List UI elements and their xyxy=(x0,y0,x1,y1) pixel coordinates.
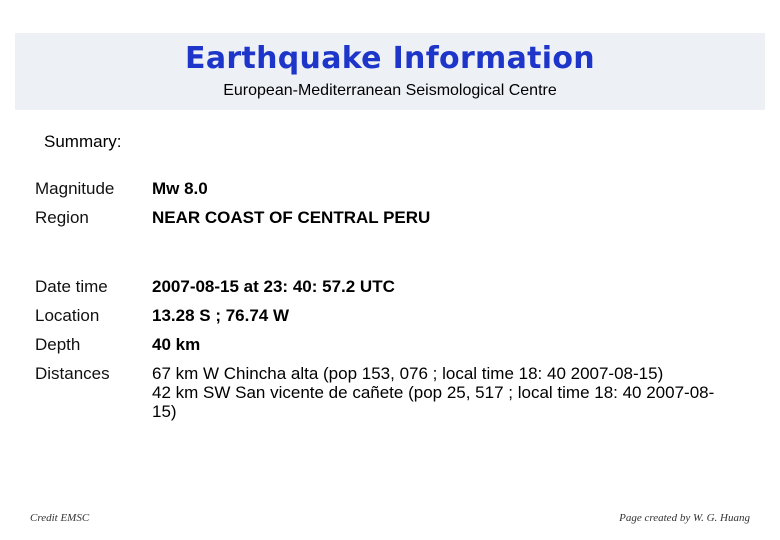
distances-value xyxy=(152,364,714,421)
location-value: 13.28 S ; 76.74 W xyxy=(152,306,290,325)
region-value: NEAR COAST OF CENTRAL PERU xyxy=(152,208,431,227)
page-subtitle: European-Mediterranean Seismological Centre xyxy=(223,82,557,99)
distance-line: 67 km W Chincha alta (pop 153, 076 ; local time 18: 40 2007-08-15) xyxy=(152,364,664,383)
depth-label: Depth xyxy=(35,335,81,354)
summary-heading: Summary: xyxy=(44,132,122,151)
magnitude-value: Mw 8.0 xyxy=(152,179,208,198)
author-credit-text: Page created by W. G. Huang xyxy=(619,512,750,524)
distance-line: 42 km SW San vicente de cañete (pop 25, 517 ; local time 18: 40 2007-08- xyxy=(152,383,715,402)
magnitude-label: Magnitude xyxy=(35,179,115,198)
location-label: Location xyxy=(35,306,100,325)
distance-line: 15) xyxy=(152,402,177,421)
distances-label: Distances xyxy=(35,364,110,383)
depth-value: 40 km xyxy=(152,335,201,354)
datetime-label: Date time xyxy=(35,277,108,296)
datetime-value: 2007-08-15 at 23: 40: 57.2 UTC xyxy=(152,277,395,296)
page-title: Earthquake Information xyxy=(185,41,595,76)
region-label: Region xyxy=(35,208,89,227)
header-banner xyxy=(15,33,765,110)
credit-text: Credit EMSC xyxy=(30,512,90,524)
